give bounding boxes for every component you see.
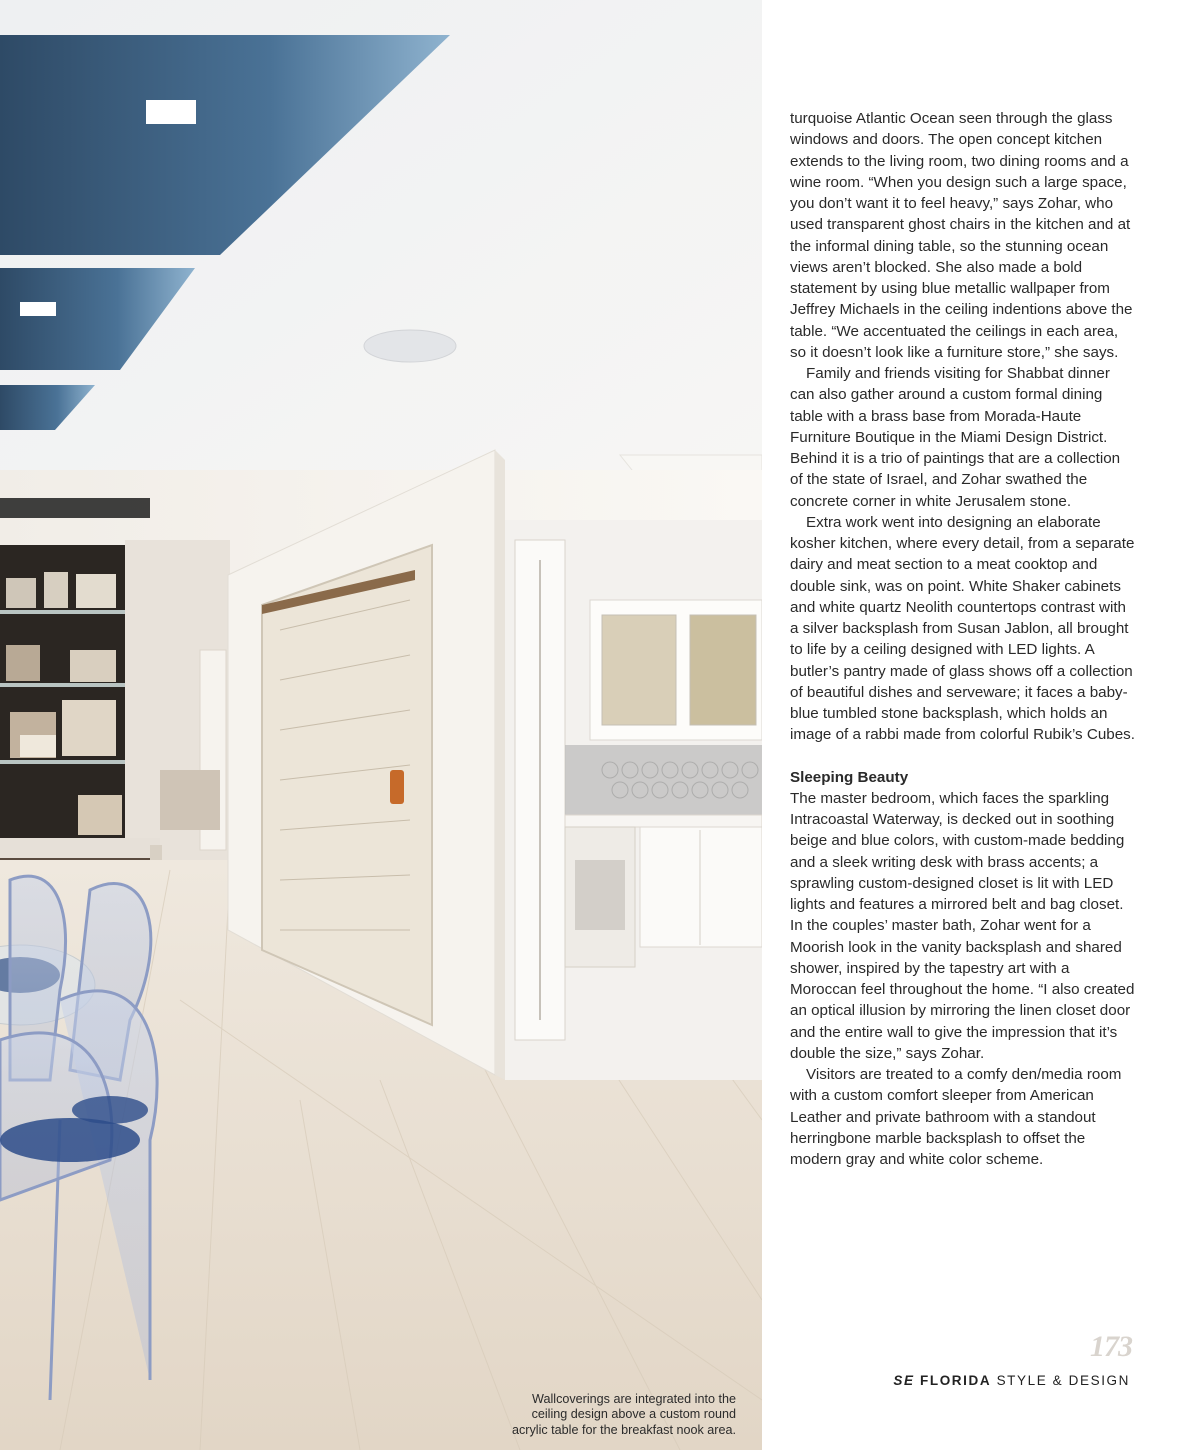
article-paragraph: Extra work went into designing an elaborate kosher kitchen, where every detail, from a separate dairy and meat section to a meat cooktop and double sink, was on point. White Shaker cabinets and white quartz Neolith countertops contrast with a silver backsplash from Susan Jablon, all brought to life by a ceiling designed with LED lights. A butler’s pantry made of glass shows off a collection of beautiful dishes and serveware; it faces a baby-blue tumbled stone backsplash, which holds an image of a rabbi made from colorful Rubik’s Cubes.	[790, 513, 1135, 744]
article-paragraph: Family and friends visiting for Shabbat dinner can also gather around a custom formal dining table with a brass base from Morada-Haute Furniture Boutique in the Miami Design District. Behind it is a trio of paintings that are a collection of the state of Israel, and Zohar swathed the concrete corner in white Jerusalem stone.	[790, 365, 1121, 510]
magazine-name-rest: STYLE & DESIGN	[996, 1373, 1130, 1388]
article-body	[790, 108, 1135, 1170]
ceiling-light	[20, 302, 56, 316]
door-handle	[390, 770, 404, 804]
lower-cabinets	[640, 827, 762, 947]
caption-line: Wallcoverings are integrated into the	[532, 1391, 736, 1406]
page-number: 173	[1090, 1330, 1132, 1363]
article-paragraph: Visitors are treated to a comfy den/media room with a custom comfort sleeper from American Leather and private bathroom with a standout herringbone marble backsplash to offset the modern gray and white color scheme.	[790, 1066, 1122, 1168]
ceiling-speaker	[364, 330, 456, 362]
framed-artwork	[262, 545, 432, 1025]
article-paragraph: The master bedroom, which faces the sparkling Intracoastal Waterway, is decked out in soothing beige and blue colors, with custom-made bedding and a sleek writing desk with brass accents; a sprawling custom-designed closet is lit with LED lights and features a mirrored belt and bag closet. In the couples’ master bath, Zohar went for a Moorish look in the vanity backsplash and shared shower, inspired by the tapestry art with a Moroccan feel throughout the home. “I also created an optical illusion by mirroring the linen closet door and the entire wall to give the impression that it’s double the size,” says Zohar.	[790, 789, 1135, 1062]
air-vent	[0, 498, 150, 518]
silver-backsplash	[565, 745, 762, 815]
article-paragraph: turquoise Atlantic Ocean seen through the glass windows and doors. The open concept kitchen extends to the living room, two dining rooms and a wine room. “When you design such a large space, you don’t want it to feel heavy,” says Zohar, who used transparent ghost chairs in the kitchen and at the informal dining table, so the stunning ocean views aren’t blocked. She also made a bold statement by using blue metallic wallpaper from Jeffrey Michaels in the ceiling indentions above the table. “We accentuated the ceilings in each area, so it doesn’t look like a furniture store,” she says.	[790, 110, 1133, 361]
magazine-name-florida: FLORIDA	[920, 1373, 992, 1388]
magazine-name-se: SE	[893, 1373, 915, 1388]
magazine-name	[893, 1373, 1130, 1388]
caption-line: acrylic table for the breakfast nook area.	[511, 1422, 736, 1437]
blue-seat-cushion	[0, 1118, 140, 1162]
island-counter	[0, 838, 160, 858]
ceiling-light	[146, 100, 196, 124]
photo-caption	[476, 1392, 736, 1438]
caption-line: ceiling design above a custom round	[531, 1407, 736, 1422]
article-subhead: Sleeping Beauty	[790, 768, 909, 786]
countertop	[565, 815, 762, 827]
